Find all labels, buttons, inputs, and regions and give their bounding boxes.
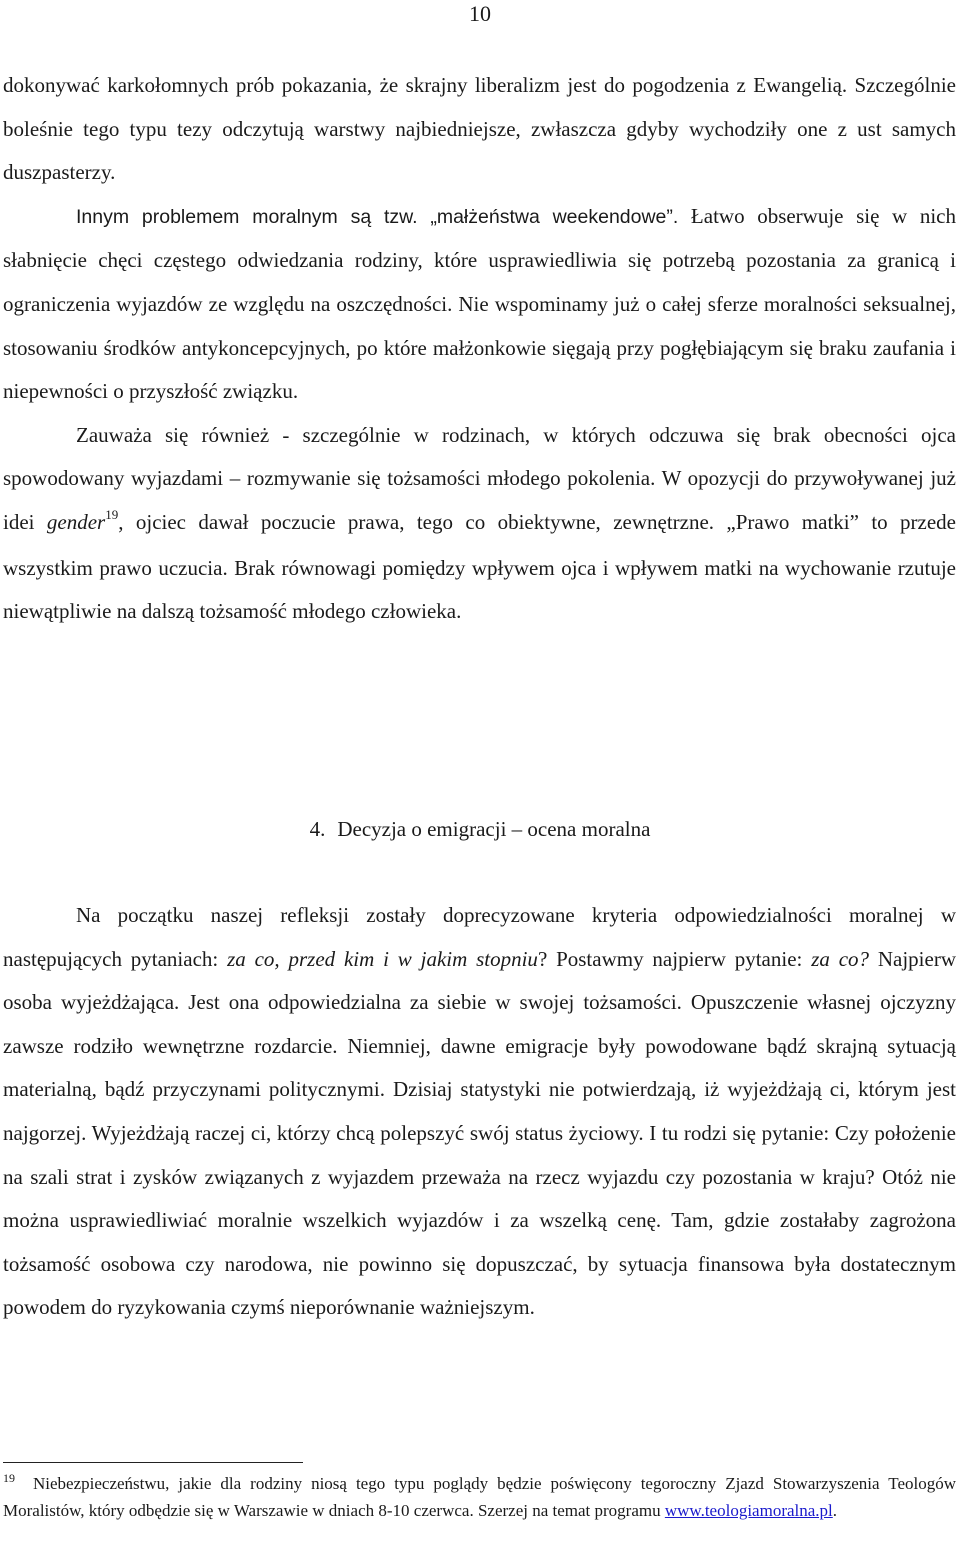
paragraph-4-italic-questions: za co, przed kim i w jakim stopniu [227,946,538,971]
section-number: 4. [309,817,326,841]
footnote-text: Niebezpieczeństwu, jakie dla rodziny niosą tego typu poglądy będzie poświęcony tegoroczny Zjazd Stowarzyszenia Teologów Moralistów, który odbędzie się w Warszawie w dniach 8-10 czerwca. Szerzej na temat programu [3,1474,956,1520]
section-heading [0,808,960,852]
paragraph-1 [3,64,956,195]
footnote-ref-19[interactable]: 19 [105,506,119,522]
body-text-upper [3,64,956,634]
footnote-mark: 19 [3,1471,15,1485]
paragraph-2-lead: Innym problemem moralnym są tzw. „małżeństwa weekendowe”. [76,205,679,228]
paragraph-4 [3,894,956,1330]
footnote-link[interactable]: www.teologiamoralna.pl [664,1501,833,1520]
footnote-divider [3,1462,303,1463]
paragraph-4-text-c: Najpierw osoba wyjeżdżająca. Jest ona odpowiedzialna za siebie w swojej tożsamości. Opuszczenie własnej ojczyzny zawsze rodziło wewnętrzne rozdarcie. Niemniej, dawne emigracje były powodowane bądź skrajną sytuacją materialną, bądź przyczynami politycznymi. Dzisiaj statystyki nie potwierdzają, iż wyjeżdżają ci, którym jest najgorzej. Wyjeżdżają raczej ci, którzy chcą polepszyć swój status życiowy. I tu rodzi się pytanie: Czy położenie na szali strat i zysków związanych z wyjazdem przeważa na rzecz wyjazdu czy pozostania w kraju? Otóż nie można usprawiedliwiać moralnie wszelkich wyjazdów i za wszelką cenę. Tam, gdzie zostałaby zagrożona tożsamość osobowa czy narodowa, nie powinno się dopuszczać, by sytuacja finansowa była dostatecznym powodem do ryzykowania czymś nieporównanie ważniejszym. [3,946,956,1320]
paragraph-4-text-b: ? Postawmy najpierw pytanie: [537,946,812,971]
paragraph-3-text-a: Zauważa się również - szczególnie w rodzinach, w których odczuwa się brak obecności ojca spowodowany wyjazdami – rozmywanie się tożsamości młodego pokolenia. W opozycji do przywoływanej już idei [3,422,956,534]
paragraph-1-text: dokonywać karkołomnych prób pokazania, że skrajny liberalizm jest do pogodzenia z Ewangelią. Szczególnie boleśnie tego typu tezy odczytują warstwy najbiedniejsze, zwłaszcza gdyby wychodziły one z ust samych duszpasterzy. [3,73,956,185]
paragraph-2 [3,195,956,414]
paragraph-3 [3,414,956,634]
body-text-lower [3,894,956,1330]
footnote-19 [3,1471,956,1523]
section-title: Decyzja o emigracji – ocena moralna [337,817,651,841]
page-number: 10 [469,1,491,26]
footnote-end: . [832,1501,838,1520]
paragraph-2-text: Łatwo obserwuje się w nich słabnięcie chęci częstego odwiedzania rodziny, które usprawiedliwia się potrzebą pozostania za granicą i ograniczenia wyjazdów ze względu na oszczędności. Nie wspominamy już o całej sferze moralności seksualnej, stosowaniu środków antykoncepcyjnych, po które małżonkowie sięgają przy pogłębiającym się braku zaufania i niepewności o przyszłość związku. [3,203,956,404]
paragraph-3-gender: gender [46,509,106,534]
paragraph-4-italic-question: za co? [811,946,870,971]
paragraph-3-text-b: , ojciec dawał poczucie prawa, tego co obiektywne, zewnętrzne. „Prawo matki” to przede wszystkim prawo uczucia. Brak równowagi pomiędzy wpływem ojca i wpływem matki na wychowanie rzutuje niewątpliwie na dalszą tożsamość młodego człowieka. [3,509,957,624]
paragraph-4-text-a: Na początku naszej refleksji zostały doprecyzowane kryteria odpowiedzialności moralnej w następujących pytaniach: [3,903,956,971]
